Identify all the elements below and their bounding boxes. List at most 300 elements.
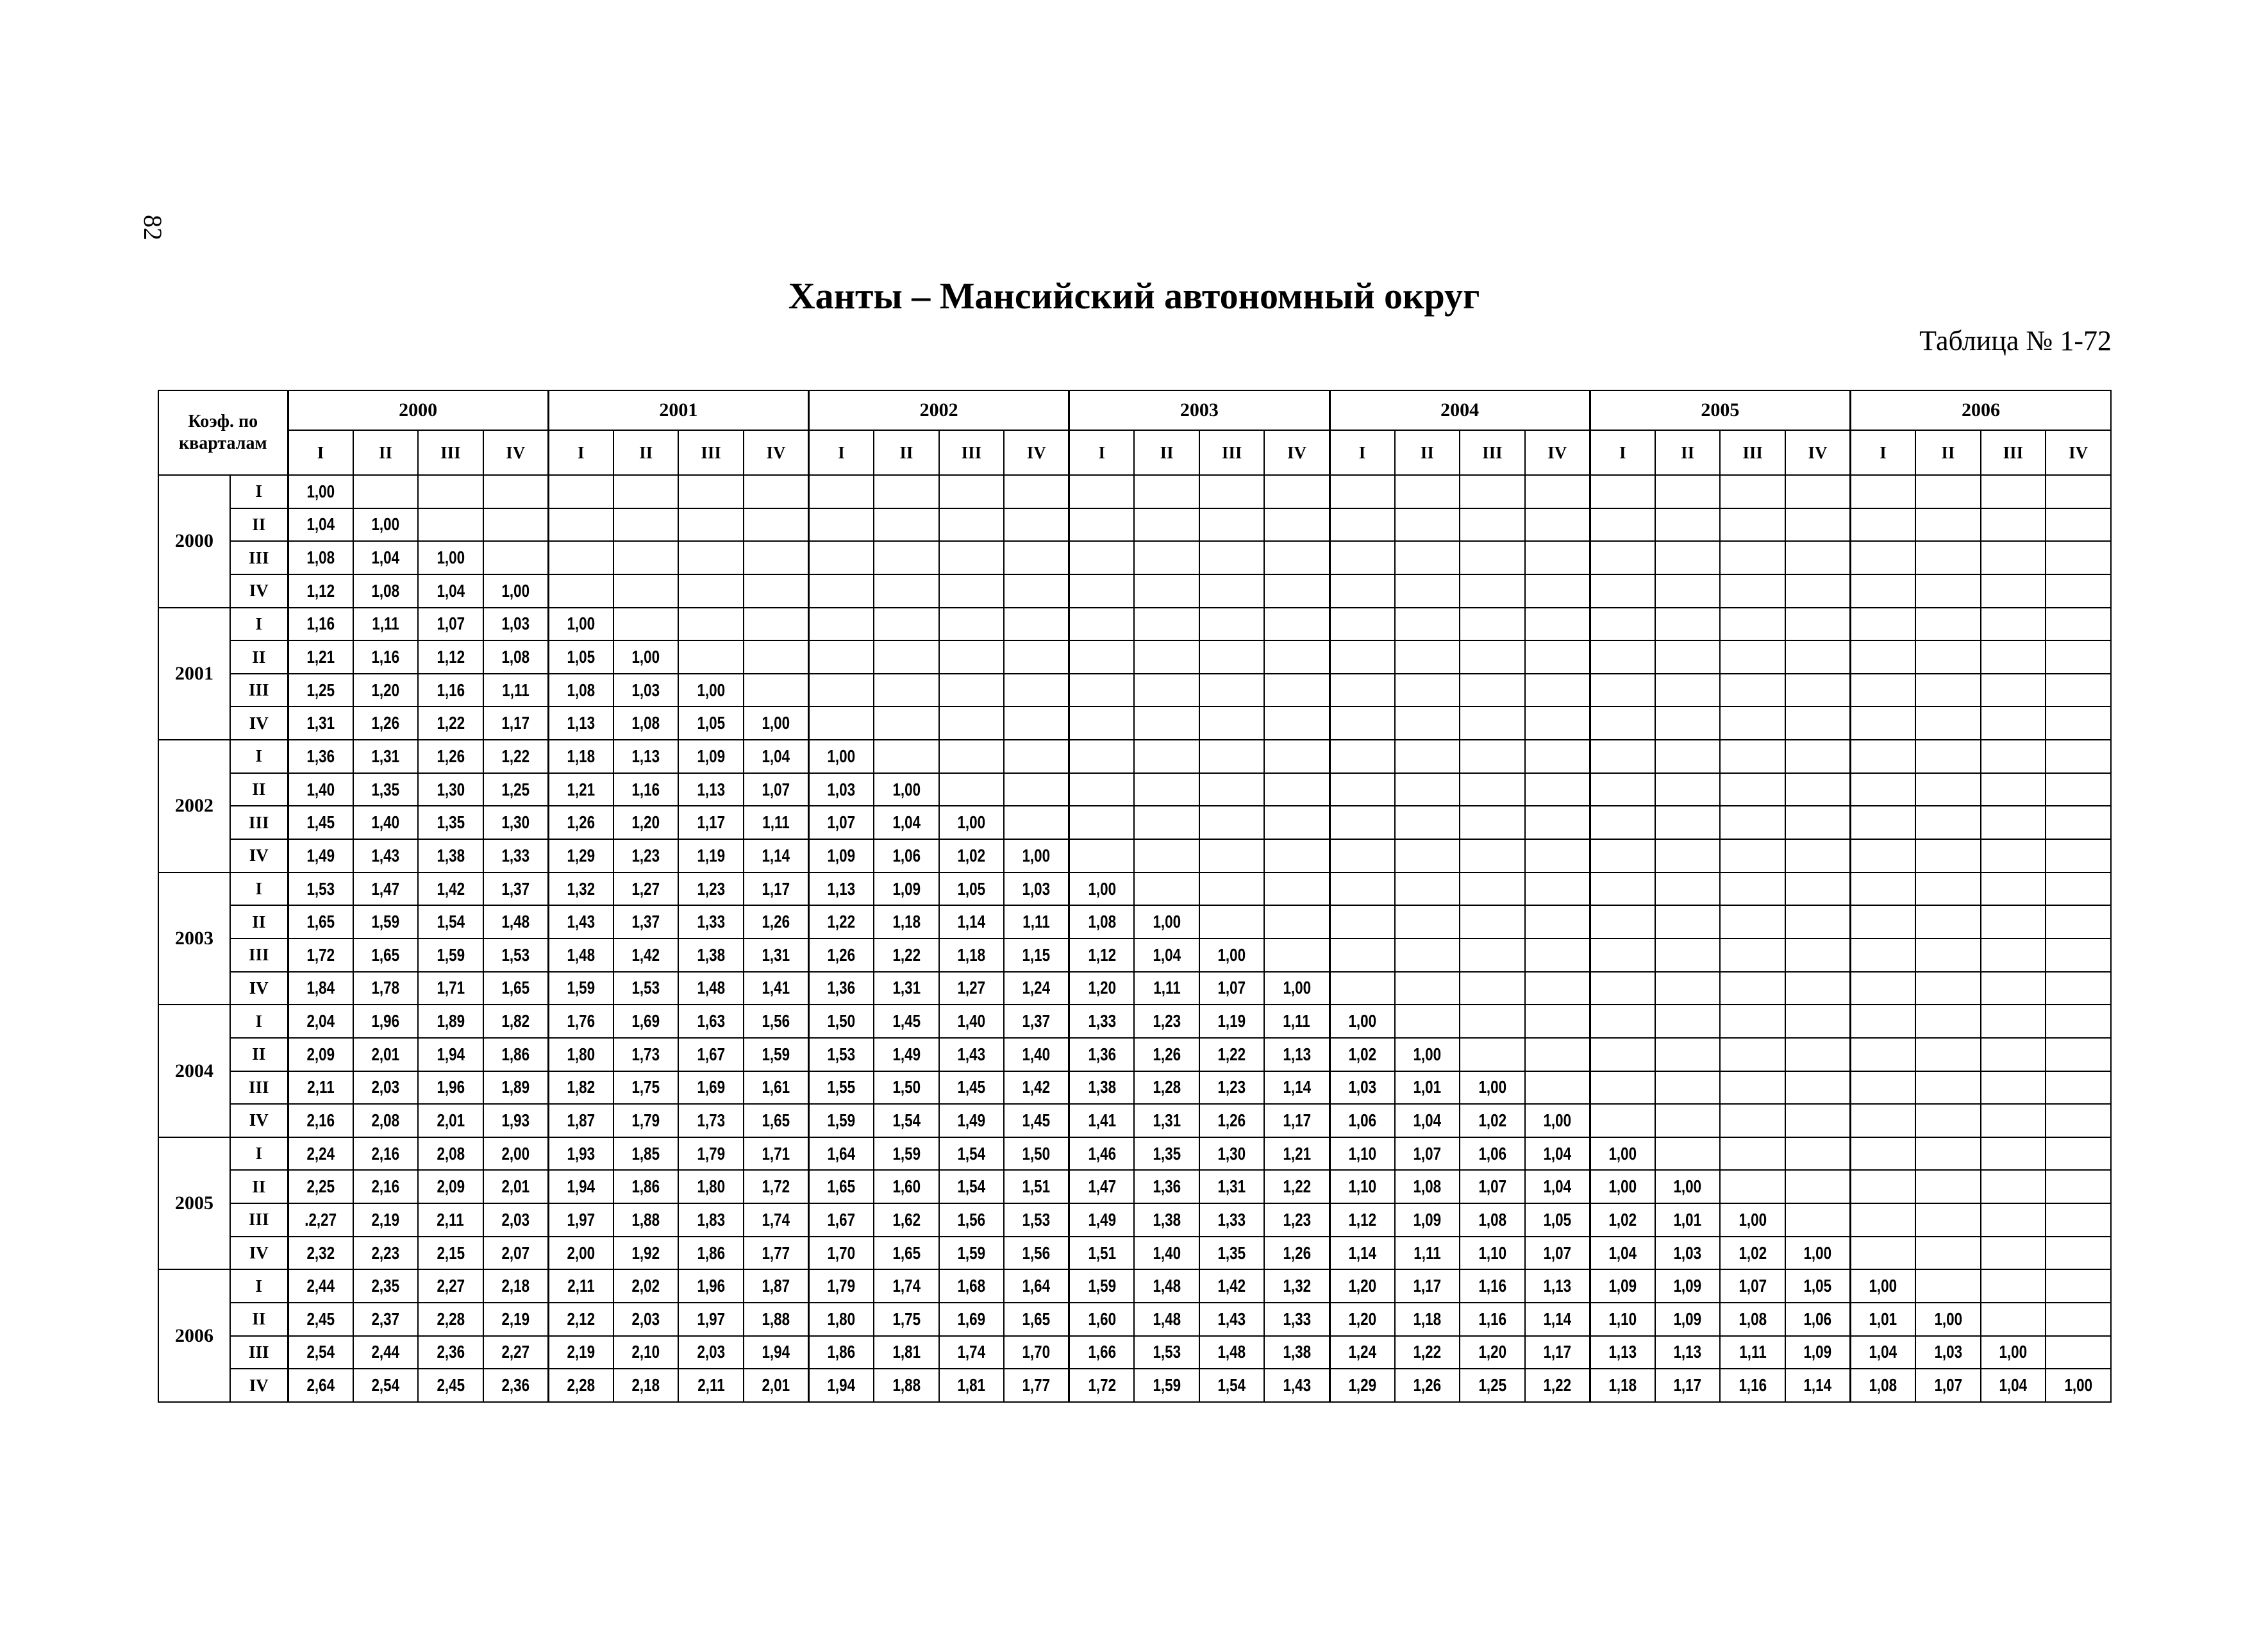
coefficient-value: 1,48 xyxy=(501,912,530,932)
year-column-header: 2006 xyxy=(1851,390,2112,430)
coefficient-value: 1,00 xyxy=(1413,1044,1442,1064)
quarter-column-header: II xyxy=(353,430,419,475)
coefficient-cell xyxy=(613,773,679,806)
table-number: Таблица № 1-72 xyxy=(1919,325,2112,356)
coefficient-cell xyxy=(418,972,483,1005)
coefficient-cell xyxy=(1590,972,1655,1005)
coefficient-value: 1,00 xyxy=(762,713,790,733)
table-row xyxy=(158,475,2111,508)
coefficient-value: 1,05 xyxy=(697,713,725,733)
coefficient-value: 1,04 xyxy=(306,514,335,535)
coefficient-cell xyxy=(1199,475,1265,508)
coefficient-cell xyxy=(809,1038,874,1071)
coefficient-cell xyxy=(1785,674,1851,707)
coefficient-cell xyxy=(874,1038,939,1071)
coefficient-cell xyxy=(613,706,679,740)
coefficient-cell xyxy=(1395,1203,1460,1237)
coefficient-cell xyxy=(1915,740,1981,773)
coefficient-value: 1,09 xyxy=(827,845,856,865)
coefficient-cell xyxy=(288,674,353,707)
coefficient-value: 1,53 xyxy=(631,978,660,998)
coefficient-value: 1,23 xyxy=(1217,1077,1246,1098)
coefficient-cell xyxy=(418,674,483,707)
coefficient-cell xyxy=(1395,1005,1460,1038)
coefficient-cell xyxy=(548,1336,613,1369)
coefficient-cell xyxy=(1330,806,1395,839)
coefficient-cell xyxy=(744,873,809,906)
coefficient-cell xyxy=(418,475,483,508)
coefficient-cell xyxy=(1004,939,1069,972)
coefficient-cell xyxy=(1915,574,1981,608)
coefficient-value: 1,26 xyxy=(1153,1044,1181,1064)
coefficient-cell xyxy=(1720,873,1785,906)
coefficient-cell xyxy=(1199,905,1265,939)
quarter-column-header: IV xyxy=(1785,430,1851,475)
coefficient-value: 1,23 xyxy=(631,845,660,865)
coefficient-value: 1,00 xyxy=(1739,1209,1767,1230)
coefficient-cell xyxy=(1395,508,1460,542)
coefficient-cell xyxy=(483,839,549,873)
table-row xyxy=(158,972,2111,1005)
coefficient-cell xyxy=(809,574,874,608)
coefficient-cell xyxy=(1264,1269,1330,1303)
coefficient-cell xyxy=(1525,1269,1590,1303)
coefficient-value: 1,06 xyxy=(1803,1308,1832,1329)
coefficient-cell xyxy=(288,1005,353,1038)
coefficient-value: 1,65 xyxy=(501,978,530,998)
coefficient-cell xyxy=(1655,905,1721,939)
coefficient-value: 1,25 xyxy=(1478,1375,1506,1396)
coefficient-value: 1,71 xyxy=(762,1143,790,1164)
coefficient-cell xyxy=(678,1303,744,1336)
quarter-column-header: IV xyxy=(1004,430,1069,475)
coefficient-cell xyxy=(1915,939,1981,972)
coefficient-cell xyxy=(1720,1203,1785,1237)
coefficient-cell xyxy=(1395,773,1460,806)
coefficient-value: 2,45 xyxy=(437,1375,465,1396)
quarter-column-header: I xyxy=(1851,430,1916,475)
coefficient-value: 1,20 xyxy=(1348,1308,1376,1329)
coefficient-cell xyxy=(874,706,939,740)
coefficient-value: 1,03 xyxy=(631,680,660,700)
coefficient-value: 1,11 xyxy=(1283,1011,1311,1031)
coefficient-cell xyxy=(2046,939,2111,972)
coefficient-cell xyxy=(1525,674,1590,707)
coefficient-value: 1,75 xyxy=(892,1308,921,1329)
coefficient-cell xyxy=(613,1303,679,1336)
coefficient-cell xyxy=(1069,640,1135,674)
coefficient-value: 1,72 xyxy=(1087,1375,1116,1396)
coefficient-cell xyxy=(1069,939,1135,972)
coefficient-value: 1,03 xyxy=(501,614,530,634)
coefficient-cell xyxy=(1199,1336,1265,1369)
coefficient-value: 1,65 xyxy=(892,1242,921,1263)
coefficient-cell xyxy=(1655,1038,1721,1071)
coefficient-cell xyxy=(1981,1104,2046,1137)
coefficient-value: 1,72 xyxy=(306,944,335,965)
coefficient-cell xyxy=(483,1336,549,1369)
row-year-label: 2006 xyxy=(158,1269,230,1402)
quarter-column-header: III xyxy=(418,430,483,475)
coefficient-cell xyxy=(353,740,419,773)
coefficient-value: 1,00 xyxy=(957,812,986,833)
coefficient-cell xyxy=(874,773,939,806)
coefficient-cell xyxy=(1720,1038,1785,1071)
coefficient-cell xyxy=(1460,608,1525,641)
coefficient-cell xyxy=(1069,972,1135,1005)
coefficient-cell xyxy=(288,475,353,508)
coefficient-cell xyxy=(418,1137,483,1171)
coefficient-value: 1,36 xyxy=(827,978,856,998)
coefficient-cell xyxy=(1134,1203,1199,1237)
coefficient-value: 1,47 xyxy=(371,878,400,899)
coefficient-value: 1,26 xyxy=(371,713,400,733)
row-quarter-label: II xyxy=(230,640,288,674)
coefficient-value: 1,04 xyxy=(1869,1342,1897,1362)
coefficient-cell xyxy=(353,873,419,906)
coefficient-cell xyxy=(1590,640,1655,674)
coefficient-cell xyxy=(1720,1303,1785,1336)
coefficient-cell xyxy=(1395,972,1460,1005)
coefficient-value: 1,25 xyxy=(501,779,530,799)
coefficient-cell xyxy=(288,541,353,574)
coefficient-cell xyxy=(1785,608,1851,641)
coefficient-cell xyxy=(1395,806,1460,839)
coefficient-value: 1,00 xyxy=(1022,845,1051,865)
coefficient-value: 1,54 xyxy=(957,1143,986,1164)
coefficient-value: 1,14 xyxy=(1543,1308,1572,1329)
coefficient-cell xyxy=(809,905,874,939)
coefficient-cell xyxy=(809,1104,874,1137)
coefficient-value: 1,00 xyxy=(501,580,530,601)
coefficient-cell xyxy=(939,1137,1005,1171)
coefficient-cell xyxy=(1785,839,1851,873)
coefficient-cell xyxy=(288,773,353,806)
coefficient-cell xyxy=(939,1170,1005,1203)
coefficient-cell xyxy=(353,1237,419,1270)
coefficient-value: 1,00 xyxy=(371,514,400,535)
table-row xyxy=(158,939,2111,972)
coefficient-cell xyxy=(939,541,1005,574)
coefficient-value: 2,09 xyxy=(437,1176,465,1197)
coefficient-cell xyxy=(1525,839,1590,873)
coefficient-value: 1,09 xyxy=(1673,1276,1702,1296)
coefficient-cell xyxy=(874,1369,939,1402)
coefficient-cell xyxy=(1264,574,1330,608)
coefficient-cell xyxy=(1460,1137,1525,1171)
coefficient-cell xyxy=(1395,1303,1460,1336)
coefficient-value: 2,24 xyxy=(306,1143,335,1164)
coefficient-cell xyxy=(1460,839,1525,873)
table-row xyxy=(158,873,2111,906)
coefficient-cell xyxy=(1004,1203,1069,1237)
coefficient-value: 1,00 xyxy=(1673,1176,1702,1197)
coefficient-value: 1,07 xyxy=(1217,978,1246,998)
coefficient-cell xyxy=(678,972,744,1005)
coefficient-value: 1,48 xyxy=(1153,1276,1181,1296)
coefficient-cell xyxy=(548,674,613,707)
coefficient-cell xyxy=(1981,1203,2046,1237)
coefficient-cell xyxy=(1525,1038,1590,1071)
coefficient-cell xyxy=(1915,1369,1981,1402)
coefficient-cell xyxy=(1590,839,1655,873)
coefficient-value: 1,66 xyxy=(1087,1342,1116,1362)
coefficient-value: 1,59 xyxy=(1153,1375,1181,1396)
coefficient-value: 1,36 xyxy=(1153,1176,1181,1197)
coefficient-cell xyxy=(418,939,483,972)
coefficient-cell xyxy=(1460,475,1525,508)
quarter-column-header: II xyxy=(874,430,939,475)
coefficient-cell xyxy=(1395,1369,1460,1402)
coefficient-value: 1,22 xyxy=(1283,1176,1311,1197)
coefficient-cell xyxy=(744,972,809,1005)
row-quarter-label: I xyxy=(230,1137,288,1171)
coefficient-value: 1,18 xyxy=(1608,1375,1637,1396)
coefficient-cell xyxy=(353,1303,419,1336)
coefficient-value: 1,12 xyxy=(306,580,335,601)
coefficient-cell xyxy=(548,873,613,906)
coefficient-cell xyxy=(353,541,419,574)
coefficient-cell xyxy=(2046,1038,2111,1071)
coefficient-value: 1,26 xyxy=(567,812,596,833)
coefficient-cell xyxy=(1785,1269,1851,1303)
coefficient-cell xyxy=(1590,1071,1655,1105)
coefficient-value: 1,80 xyxy=(827,1308,856,1329)
coefficient-cell xyxy=(1460,706,1525,740)
coefficient-cell xyxy=(1915,806,1981,839)
coefficient-cell xyxy=(1590,1237,1655,1270)
coefficient-cell xyxy=(939,773,1005,806)
coefficient-value: 1,17 xyxy=(697,812,725,833)
coefficient-cell xyxy=(939,508,1005,542)
coefficient-cell xyxy=(874,873,939,906)
coefficient-cell xyxy=(2046,1071,2111,1105)
coefficient-cell xyxy=(1069,1170,1135,1203)
quarter-column-header: I xyxy=(809,430,874,475)
coefficient-cell xyxy=(2046,475,2111,508)
coefficient-cell xyxy=(353,508,419,542)
coefficient-value: 1,88 xyxy=(631,1209,660,1230)
coefficient-cell xyxy=(1199,806,1265,839)
coefficient-cell xyxy=(1134,1369,1199,1402)
coefficient-value: 1,35 xyxy=(1217,1242,1246,1263)
coefficient-value: 1,60 xyxy=(1087,1308,1116,1329)
coefficient-value: 1,06 xyxy=(1348,1110,1376,1130)
coefficient-cell xyxy=(939,1269,1005,1303)
coefficient-cell xyxy=(1004,839,1069,873)
coefficient-cell xyxy=(1590,1303,1655,1336)
coefficient-cell xyxy=(1720,475,1785,508)
coefficient-cell xyxy=(288,839,353,873)
coefficient-value: 1,00 xyxy=(697,680,725,700)
coefficient-cell xyxy=(483,1269,549,1303)
table-row xyxy=(158,1071,2111,1105)
coefficient-cell xyxy=(939,1369,1005,1402)
coefficient-cell xyxy=(874,1237,939,1270)
coefficient-cell xyxy=(418,1303,483,1336)
coefficient-cell xyxy=(1069,1237,1135,1270)
coefficient-cell xyxy=(613,873,679,906)
coefficient-cell xyxy=(1330,1303,1395,1336)
coefficient-value: 1,45 xyxy=(306,812,335,833)
page-title: Ханты – Мансийский автономный округ xyxy=(788,275,1480,317)
coefficient-cell xyxy=(809,640,874,674)
coefficient-cell xyxy=(678,1203,744,1237)
row-quarter-label: II xyxy=(230,1303,288,1336)
coefficient-value: 1,18 xyxy=(1413,1308,1442,1329)
coefficient-cell xyxy=(874,1137,939,1171)
coefficient-cell xyxy=(1199,873,1265,906)
coefficient-cell xyxy=(1655,1071,1721,1105)
coefficient-cell xyxy=(483,608,549,641)
coefficient-cell xyxy=(1785,1203,1851,1237)
coefficient-cell xyxy=(1785,1336,1851,1369)
coefficient-cell xyxy=(1590,773,1655,806)
coefficient-cell xyxy=(1915,839,1981,873)
coefficient-value: 1,07 xyxy=(762,779,790,799)
coefficient-cell xyxy=(1395,905,1460,939)
coefficient-value: 1,83 xyxy=(697,1209,725,1230)
coefficient-cell xyxy=(1590,706,1655,740)
coefficient-cell xyxy=(1460,640,1525,674)
coefficient-cell xyxy=(1460,1071,1525,1105)
row-quarter-label: II xyxy=(230,508,288,542)
coefficient-cell xyxy=(548,1269,613,1303)
coefficient-cell xyxy=(353,1369,419,1402)
coefficient-cell xyxy=(744,1203,809,1237)
coefficient-value: 1,10 xyxy=(1478,1242,1506,1263)
coefficient-cell xyxy=(874,1269,939,1303)
coefficient-cell xyxy=(1915,1038,1981,1071)
coefficient-value: 1,26 xyxy=(827,944,856,965)
coefficient-cell xyxy=(288,1269,353,1303)
coefficient-value: 1,80 xyxy=(697,1176,725,1197)
coefficient-cell xyxy=(418,1203,483,1237)
coefficient-value: 1,08 xyxy=(1478,1209,1506,1230)
coefficient-value: 1,00 xyxy=(1217,944,1246,965)
coefficient-cell xyxy=(678,1104,744,1137)
year-column-header: 2000 xyxy=(288,390,548,430)
coefficient-cell xyxy=(1981,640,2046,674)
coefficient-cell xyxy=(1395,1038,1460,1071)
coefficient-cell xyxy=(1851,1170,1916,1203)
coefficient-cell xyxy=(1785,1038,1851,1071)
coefficient-cell xyxy=(1590,674,1655,707)
coefficient-value: 1,23 xyxy=(697,878,725,899)
coefficient-value: 1,82 xyxy=(501,1011,530,1031)
quarter-column-header: II xyxy=(1915,430,1981,475)
coefficient-value: 1,69 xyxy=(697,1077,725,1098)
coefficient-cell xyxy=(1851,773,1916,806)
coefficient-cell xyxy=(548,508,613,542)
coefficient-value: 1,40 xyxy=(306,779,335,799)
coefficient-cell xyxy=(1264,508,1330,542)
coefficient-cell xyxy=(613,740,679,773)
quarter-column-header: IV xyxy=(483,430,549,475)
coefficient-cell xyxy=(939,873,1005,906)
coefficient-value: 1,32 xyxy=(567,878,596,899)
quarter-column-header: I xyxy=(288,430,353,475)
coefficient-value: 1,94 xyxy=(567,1176,596,1197)
coefficient-cell xyxy=(548,640,613,674)
coefficient-cell xyxy=(483,740,549,773)
coefficient-cell xyxy=(678,1137,744,1171)
coefficient-cell xyxy=(353,706,419,740)
quarter-column-header: III xyxy=(1720,430,1785,475)
coefficient-cell xyxy=(1004,1005,1069,1038)
coefficient-cell xyxy=(1785,905,1851,939)
coefficient-cell xyxy=(353,806,419,839)
coefficient-value: 1,16 xyxy=(1478,1276,1506,1296)
coefficient-cell xyxy=(483,1071,549,1105)
coefficient-cell xyxy=(1915,475,1981,508)
coefficient-cell xyxy=(1134,873,1199,906)
coefficient-cell xyxy=(809,1137,874,1171)
coefficient-cell xyxy=(1004,806,1069,839)
coefficient-value: 1,22 xyxy=(1217,1044,1246,1064)
coefficient-value: 1,22 xyxy=(501,746,530,766)
coefficient-value: 2,08 xyxy=(371,1110,400,1130)
coefficient-value: 1,74 xyxy=(957,1342,986,1362)
coefficient-value: 1,31 xyxy=(306,713,335,733)
coefficient-cell xyxy=(939,1071,1005,1105)
coefficient-cell xyxy=(1590,1203,1655,1237)
coefficient-cell xyxy=(1134,1336,1199,1369)
coefficient-cell xyxy=(1851,674,1916,707)
coefficient-cell xyxy=(1915,773,1981,806)
coefficient-cell xyxy=(418,574,483,608)
coefficient-cell xyxy=(678,1005,744,1038)
coefficient-cell xyxy=(613,1170,679,1203)
coefficient-cell xyxy=(2046,1104,2111,1137)
coefficient-value: 1,77 xyxy=(762,1242,790,1263)
coefficient-cell xyxy=(418,1170,483,1203)
coefficient-value: 1,35 xyxy=(1153,1143,1181,1164)
coefficient-cell xyxy=(1069,475,1135,508)
coefficient-value: 1,81 xyxy=(957,1375,986,1396)
coefficient-value: 1,56 xyxy=(957,1209,986,1230)
coefficient-value: 2,32 xyxy=(306,1242,335,1263)
coefficient-value: 1,09 xyxy=(1608,1276,1637,1296)
coefficient-cell xyxy=(678,773,744,806)
table-row xyxy=(158,1369,2111,1402)
coefficient-value: 1,17 xyxy=(501,713,530,733)
coefficient-cell xyxy=(744,740,809,773)
coefficient-cell xyxy=(1590,1269,1655,1303)
coefficient-value: 1,11 xyxy=(1739,1342,1767,1362)
coefficient-value: 1,00 xyxy=(1283,978,1311,998)
coefficient-cell xyxy=(1460,905,1525,939)
coefficient-cell xyxy=(1004,740,1069,773)
coefficient-value: 1,18 xyxy=(892,912,921,932)
coefficient-value: 1,11 xyxy=(502,680,529,700)
coefficient-cell xyxy=(1981,574,2046,608)
coefficient-cell xyxy=(678,806,744,839)
coefficient-value: 1,32 xyxy=(1283,1276,1311,1296)
coefficient-cell xyxy=(1981,773,2046,806)
coefficient-cell xyxy=(483,674,549,707)
coefficient-cell xyxy=(1004,541,1069,574)
coefficient-value: 1,40 xyxy=(1153,1242,1181,1263)
coefficient-cell xyxy=(1915,1336,1981,1369)
coefficient-cell xyxy=(1655,574,1721,608)
table-row xyxy=(158,905,2111,939)
coefficient-cell xyxy=(1330,1038,1395,1071)
coefficient-cell xyxy=(1590,1104,1655,1137)
coefficient-value: 1,47 xyxy=(1087,1176,1116,1197)
coefficient-cell xyxy=(1460,541,1525,574)
coefficient-value: 1,26 xyxy=(1413,1375,1442,1396)
